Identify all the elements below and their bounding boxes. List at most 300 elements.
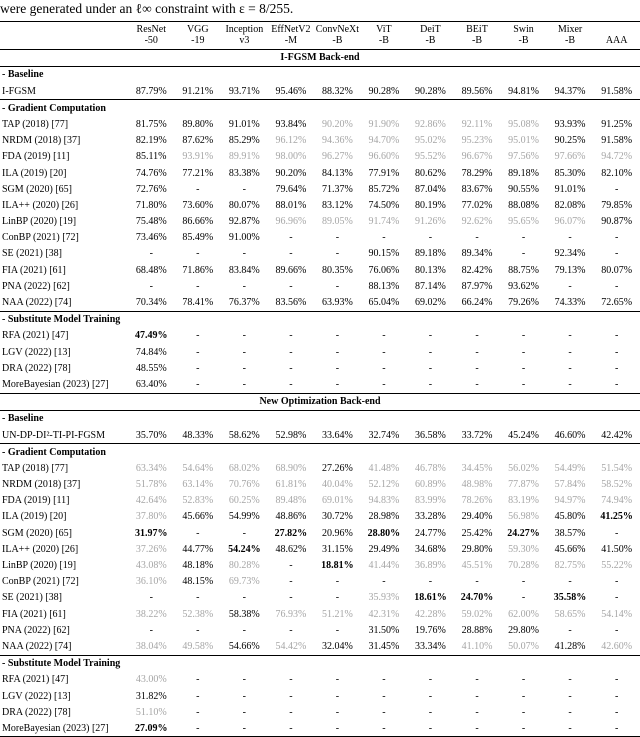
table-cell: 40.04%	[321, 479, 353, 491]
table-cell: 54.99%	[228, 511, 260, 523]
method-name: SGM (2020) [65]	[2, 183, 72, 195]
table-cell: 89.05%	[321, 216, 353, 228]
table-cell: 83.67%	[461, 183, 493, 195]
group-label-row	[0, 100, 640, 117]
table-cell: 27.09%	[135, 722, 168, 734]
table-cell: 77.02%	[461, 199, 493, 211]
method-name: UN-DP-DI²-TI-PI-FGSM	[2, 429, 105, 441]
table-cell: 96.27%	[321, 151, 353, 163]
table-cell: -	[242, 527, 246, 539]
table-cell: 45.24%	[508, 429, 539, 441]
table-cell: 68.48%	[135, 264, 167, 276]
table-cell: 54.14%	[601, 608, 633, 620]
table-cell: 31.97%	[135, 527, 168, 539]
table-cell: 34.68%	[415, 543, 446, 555]
results-table	[0, 21, 640, 737]
table-cell: -	[568, 624, 572, 636]
table-cell: 81.75%	[135, 118, 167, 130]
header-col-line2: -M	[284, 34, 297, 46]
table-cell: 54.24%	[228, 543, 261, 555]
table-cell: 77.87%	[508, 479, 539, 491]
table-cell: -	[335, 722, 340, 734]
method-name: LGV (2022) [13]	[2, 690, 71, 702]
table-cell: 92.86%	[415, 118, 446, 130]
table-cell: 85.49%	[182, 232, 214, 244]
table-cell: 24.77%	[415, 527, 446, 539]
table-cell: 25.42%	[461, 527, 493, 539]
table-cell: 89.56%	[461, 85, 493, 97]
table-cell: -	[242, 362, 246, 374]
table-cell: 20.96%	[321, 527, 353, 539]
table-cell: 87.97%	[461, 280, 493, 292]
header-col-effnetv2	[268, 22, 315, 50]
table-cell: -	[475, 346, 479, 358]
table-cell: -	[382, 232, 386, 244]
table-cell: -	[614, 378, 619, 390]
table-cell: -	[475, 378, 479, 390]
table-cell: -	[196, 674, 200, 686]
table-cell: 47.49%	[135, 330, 168, 342]
table-cell: 94.97%	[554, 495, 586, 507]
table-row	[0, 688, 640, 704]
table-row	[0, 213, 640, 229]
table-cell: -	[289, 624, 293, 636]
table-cell: -	[614, 362, 619, 374]
table-cell: 63.14%	[182, 479, 214, 491]
section-title: New Optimization Back-end	[0, 393, 640, 410]
method-name: RFA (2021) [47]	[2, 674, 69, 686]
table-cell: -	[335, 362, 340, 374]
header-col-line1: AAA	[605, 34, 628, 46]
table-row	[0, 574, 640, 590]
table-cell: 78.41%	[182, 297, 214, 308]
table-row	[0, 541, 640, 557]
table-cell: 61.81%	[275, 479, 307, 491]
table-cell: 80.62%	[415, 167, 446, 179]
table-cell: 41.48%	[368, 462, 400, 474]
table-cell: 48.15%	[182, 576, 214, 588]
table-cell: -	[614, 674, 619, 686]
table-cell: 91.90%	[368, 118, 400, 130]
table-cell: -	[614, 183, 619, 195]
table-cell: 83.56%	[275, 297, 307, 308]
table-cell: 63.34%	[135, 462, 167, 474]
table-cell: 70.34%	[135, 297, 167, 308]
table-cell: 65.04%	[368, 297, 400, 308]
table-cell: -	[289, 330, 293, 342]
table-cell: -	[149, 592, 153, 604]
table-cell: 28.98%	[368, 511, 400, 523]
table-cell: -	[196, 378, 200, 390]
group-label-row	[0, 66, 640, 83]
table-cell: 18.61%	[414, 592, 447, 604]
group-label: - Substitute Model Training	[0, 311, 640, 328]
table-cell: -	[242, 378, 246, 390]
table-cell: -	[335, 576, 340, 588]
table-cell: 77.21%	[182, 167, 214, 179]
table-cell: 51.54%	[601, 462, 633, 474]
table-cell: 82.08%	[554, 199, 586, 211]
table-cell: 74.50%	[368, 199, 400, 211]
table-cell: 52.83%	[182, 495, 214, 507]
table-cell: -	[335, 592, 340, 604]
table-cell: -	[475, 674, 479, 686]
table-cell: -	[335, 280, 340, 292]
table-row	[0, 476, 640, 492]
table-cell: 85.29%	[228, 135, 260, 147]
table-cell: 63.93%	[321, 297, 353, 308]
table-cell: 35.70%	[135, 429, 167, 441]
table-cell: -	[289, 674, 293, 686]
method-name: DRA (2022) [78]	[2, 706, 71, 718]
table-cell: 97.56%	[508, 151, 539, 163]
table-cell: -	[568, 232, 572, 244]
table-cell: -	[196, 706, 200, 718]
table-cell: -	[289, 722, 293, 734]
method-name: LinBP (2020) [19]	[2, 216, 77, 228]
table-cell: 36.10%	[135, 576, 167, 588]
table-cell: 95.08%	[508, 118, 539, 130]
table-cell: -	[196, 722, 200, 734]
table-cell: 88.13%	[368, 280, 400, 292]
table-cell: -	[475, 690, 479, 702]
header-col-aaa	[593, 22, 640, 50]
table-cell: -	[242, 674, 246, 686]
table-cell: -	[289, 346, 293, 358]
table-cell: 35.93%	[368, 592, 400, 604]
table-cell: 54.64%	[182, 462, 214, 474]
table-cell: -	[382, 674, 386, 686]
table-cell: 42.64%	[135, 495, 167, 507]
group-label: - Gradient Computation	[0, 444, 640, 461]
table-cell: 80.07%	[228, 199, 260, 211]
table-cell: 77.91%	[368, 167, 400, 179]
table-cell: -	[614, 690, 619, 702]
table-row	[0, 116, 640, 132]
group-label-row	[0, 410, 640, 427]
table-row	[0, 509, 640, 525]
table-cell: 90.28%	[368, 85, 400, 97]
table-cell: 82.19%	[135, 135, 167, 147]
group-label: - Substitute Model Training	[0, 655, 640, 672]
header-col-swin	[500, 22, 547, 50]
header-col-line1: Mixer	[557, 23, 583, 35]
method-name: MoreBayesian (2023) [27]	[2, 722, 109, 734]
table-cell: -	[335, 232, 340, 244]
table-cell: 31.15%	[321, 543, 353, 555]
table-cell: -	[335, 674, 340, 686]
table-cell: 95.52%	[415, 151, 446, 163]
table-cell: 76.37%	[228, 297, 260, 308]
table-cell: 24.70%	[460, 592, 494, 604]
table-row	[0, 360, 640, 376]
table-cell: 74.84%	[135, 346, 167, 358]
table-cell: 50.07%	[508, 640, 539, 652]
table-cell: 51.21%	[321, 608, 353, 620]
table-cell: -	[196, 330, 200, 342]
group-label-row	[0, 444, 640, 461]
section-title-row	[0, 393, 640, 410]
header-col-line2: -B	[332, 34, 343, 46]
table-row	[0, 278, 640, 294]
table-cell: 79.85%	[601, 199, 633, 211]
header-col-line1: BEiT	[466, 23, 488, 35]
table-cell: -	[614, 330, 619, 342]
table-cell: 70.28%	[508, 560, 539, 571]
table-cell: -	[614, 592, 619, 604]
table-cell: 45.51%	[461, 560, 493, 571]
table-cell: -	[335, 248, 340, 260]
group-label: - Baseline	[0, 66, 640, 83]
table-cell: -	[568, 690, 572, 702]
method-name: SE (2021) [38]	[2, 248, 62, 260]
table-cell: -	[568, 674, 572, 686]
table-cell: -	[242, 330, 246, 342]
table-cell: 42.60%	[601, 640, 633, 652]
table-cell: -	[521, 232, 526, 244]
table-cell: -	[475, 722, 479, 734]
table-cell: 46.78%	[415, 462, 446, 474]
table-cell: 41.28%	[554, 640, 586, 652]
table-cell: 33.34%	[415, 640, 446, 652]
table-cell: -	[475, 330, 479, 342]
table-cell: 85.72%	[368, 183, 400, 195]
table-cell: 90.15%	[368, 248, 400, 260]
table-cell: 60.25%	[228, 495, 260, 507]
table-row	[0, 427, 640, 444]
table-cell: 48.86%	[275, 511, 307, 523]
table-cell: -	[428, 674, 433, 686]
table-cell: 91.25%	[601, 118, 633, 130]
table-cell: 54.49%	[554, 462, 586, 474]
table-cell: 87.04%	[415, 183, 446, 195]
table-cell: 66.24%	[461, 297, 493, 308]
table-cell: -	[242, 690, 246, 702]
header-col-line2: v3	[239, 34, 250, 46]
table-cell: 91.74%	[368, 216, 400, 228]
table-cell: -	[149, 248, 153, 260]
table-cell: -	[475, 576, 479, 588]
table-cell: -	[568, 706, 572, 718]
method-name: NRDM (2018) [37]	[2, 135, 81, 147]
table-cell: -	[196, 183, 200, 195]
table-cell: -	[242, 706, 246, 718]
table-cell: 54.66%	[228, 640, 260, 652]
header-col-line2: -B	[565, 34, 576, 46]
table-cell: 38.04%	[135, 640, 167, 652]
method-name: DRA (2022) [78]	[2, 362, 71, 374]
table-cell: -	[568, 576, 572, 588]
group-label-row	[0, 655, 640, 672]
table-cell: 58.65%	[554, 608, 586, 620]
table-cell: 87.79%	[135, 85, 167, 97]
table-cell: 83.99%	[415, 495, 446, 507]
table-cell: -	[428, 362, 433, 374]
table-cell: 96.60%	[368, 151, 400, 163]
table-cell: 89.66%	[275, 264, 307, 276]
header-col-line1: DeiT	[420, 23, 441, 35]
header-col-line1: ConvNeXt	[315, 23, 360, 35]
table-cell: 78.26%	[461, 495, 493, 507]
header-col-line2: -B	[471, 34, 482, 46]
table-cell: 82.42%	[461, 264, 493, 276]
table-cell: 69.73%	[228, 576, 260, 588]
table-cell: -	[521, 674, 526, 686]
table-cell: 93.84%	[275, 118, 307, 130]
table-row	[0, 181, 640, 197]
table-cell: -	[568, 722, 572, 734]
table-body	[0, 49, 640, 737]
table-cell: 29.40%	[461, 511, 493, 523]
table-cell: -	[521, 722, 526, 734]
table-cell: -	[521, 378, 526, 390]
table-cell: -	[521, 330, 526, 342]
table-cell: -	[428, 576, 433, 588]
table-cell: 32.74%	[368, 429, 400, 441]
table-cell: 36.58%	[415, 429, 446, 441]
table-cell: 87.14%	[415, 280, 446, 292]
table-cell: 89.80%	[182, 118, 214, 130]
table-row	[0, 83, 640, 100]
table-cell: 76.93%	[275, 608, 307, 620]
table-cell: -	[614, 706, 619, 718]
table-cell: 27.82%	[274, 527, 308, 539]
table-cell: 80.13%	[415, 264, 446, 276]
table-cell: 94.83%	[368, 495, 400, 507]
table-cell: 52.38%	[182, 608, 214, 620]
table-cell: -	[289, 592, 293, 604]
table-cell: 78.29%	[461, 167, 493, 179]
table-cell: -	[475, 706, 479, 718]
table-cell: -	[196, 592, 200, 604]
method-name: MoreBayesian (2023) [27]	[2, 378, 109, 390]
table-cell: 96.07%	[554, 216, 586, 228]
table-cell: 68.02%	[228, 462, 260, 474]
table-cell: 91.01%	[228, 118, 260, 130]
method-name: PNA (2022) [62]	[2, 280, 70, 292]
table-cell: 56.02%	[508, 462, 539, 474]
method-name: ILA (2019) [20]	[2, 167, 67, 179]
table-cell: -	[289, 706, 293, 718]
table-cell: 80.28%	[228, 560, 260, 571]
table-cell: -	[335, 346, 340, 358]
method-name: FIA (2021) [61]	[2, 264, 66, 276]
table-cell: 83.84%	[228, 264, 260, 276]
table-cell: 91.58%	[601, 135, 633, 147]
table-cell: 52.12%	[368, 479, 400, 491]
table-row	[0, 672, 640, 688]
method-name: ILA++ (2020) [26]	[2, 543, 79, 555]
table-cell: 90.87%	[601, 216, 633, 228]
table-cell: 94.36%	[321, 135, 353, 147]
table-cell: -	[196, 346, 200, 358]
table-cell: -	[568, 330, 572, 342]
table-cell: 89.18%	[508, 167, 539, 179]
table-cell: 91.00%	[228, 232, 260, 244]
table-cell: -	[335, 330, 340, 342]
table-cell: 42.28%	[415, 608, 446, 620]
table-cell: 89.91%	[228, 151, 260, 163]
table-cell: 28.88%	[461, 624, 493, 636]
table-cell: 59.02%	[461, 608, 493, 620]
table-cell: 89.18%	[415, 248, 446, 260]
table-row	[0, 165, 640, 181]
table-cell: 89.48%	[275, 495, 307, 507]
table-cell: 71.37%	[321, 183, 353, 195]
table-cell: 85.30%	[554, 167, 586, 179]
table-row	[0, 246, 640, 262]
table-cell: 24.27%	[507, 527, 540, 539]
table-cell: 31.82%	[135, 690, 167, 702]
table-cell: -	[614, 280, 619, 292]
table-cell: -	[428, 706, 433, 718]
table-cell: 72.76%	[135, 183, 167, 195]
table-cell: 19.76%	[415, 624, 446, 636]
table-cell: 41.50%	[601, 543, 633, 555]
table-cell: 73.46%	[135, 232, 167, 244]
table-cell: 56.98%	[508, 511, 539, 523]
table-cell: -	[521, 690, 526, 702]
table-cell: -	[521, 576, 526, 588]
table-cell: 18.81%	[321, 560, 354, 571]
table-cell: 55.22%	[601, 560, 633, 571]
table-cell: -	[568, 362, 572, 374]
table-cell: 88.32%	[321, 85, 353, 97]
table-cell: -	[196, 690, 200, 702]
table-cell: -	[521, 592, 526, 604]
method-name: FDA (2019) [11]	[2, 495, 70, 507]
table-cell: 31.50%	[368, 624, 400, 636]
table-cell: -	[335, 378, 340, 390]
table-cell: -	[289, 280, 293, 292]
table-cell: 88.75%	[508, 264, 539, 276]
table-cell: 91.01%	[554, 183, 586, 195]
header-col-vgg	[175, 22, 222, 50]
table-cell: 91.26%	[415, 216, 446, 228]
method-name: I-FGSM	[2, 85, 36, 97]
table-cell: -	[614, 722, 619, 734]
table-cell: 76.06%	[368, 264, 400, 276]
table-cell: 80.07%	[601, 264, 633, 276]
method-name: SGM (2020) [65]	[2, 527, 72, 539]
table-cell: 52.98%	[275, 429, 307, 441]
header-col-line2: -B	[518, 34, 529, 46]
header-col-convnext	[314, 22, 361, 50]
table-cell: -	[568, 346, 572, 358]
table-cell: 79.64%	[275, 183, 307, 195]
table-cell: -	[242, 183, 246, 195]
table-cell: -	[521, 248, 526, 260]
table-cell: 71.86%	[182, 264, 214, 276]
table-caption: were generated under an ℓ∞ constraint with ε = 8/255.	[0, 1, 294, 16]
table-cell: -	[289, 232, 293, 244]
table-cell: 63.40%	[135, 378, 167, 390]
table-cell: 54.42%	[275, 640, 307, 652]
table-cell: 83.38%	[228, 167, 260, 179]
table-cell: 96.96%	[275, 216, 307, 228]
table-cell: 51.78%	[135, 479, 167, 491]
table-cell: 58.62%	[228, 429, 260, 441]
table-cell: 31.45%	[368, 640, 400, 652]
table-cell: 58.52%	[601, 479, 633, 491]
table-cell: -	[289, 362, 293, 374]
method-name: NAA (2022) [74]	[2, 297, 72, 308]
table-cell: -	[149, 280, 153, 292]
table-cell: -	[614, 576, 619, 588]
table-cell: 82.75%	[554, 560, 586, 571]
method-name: FDA (2019) [11]	[2, 151, 70, 163]
table-cell: -	[289, 560, 293, 571]
